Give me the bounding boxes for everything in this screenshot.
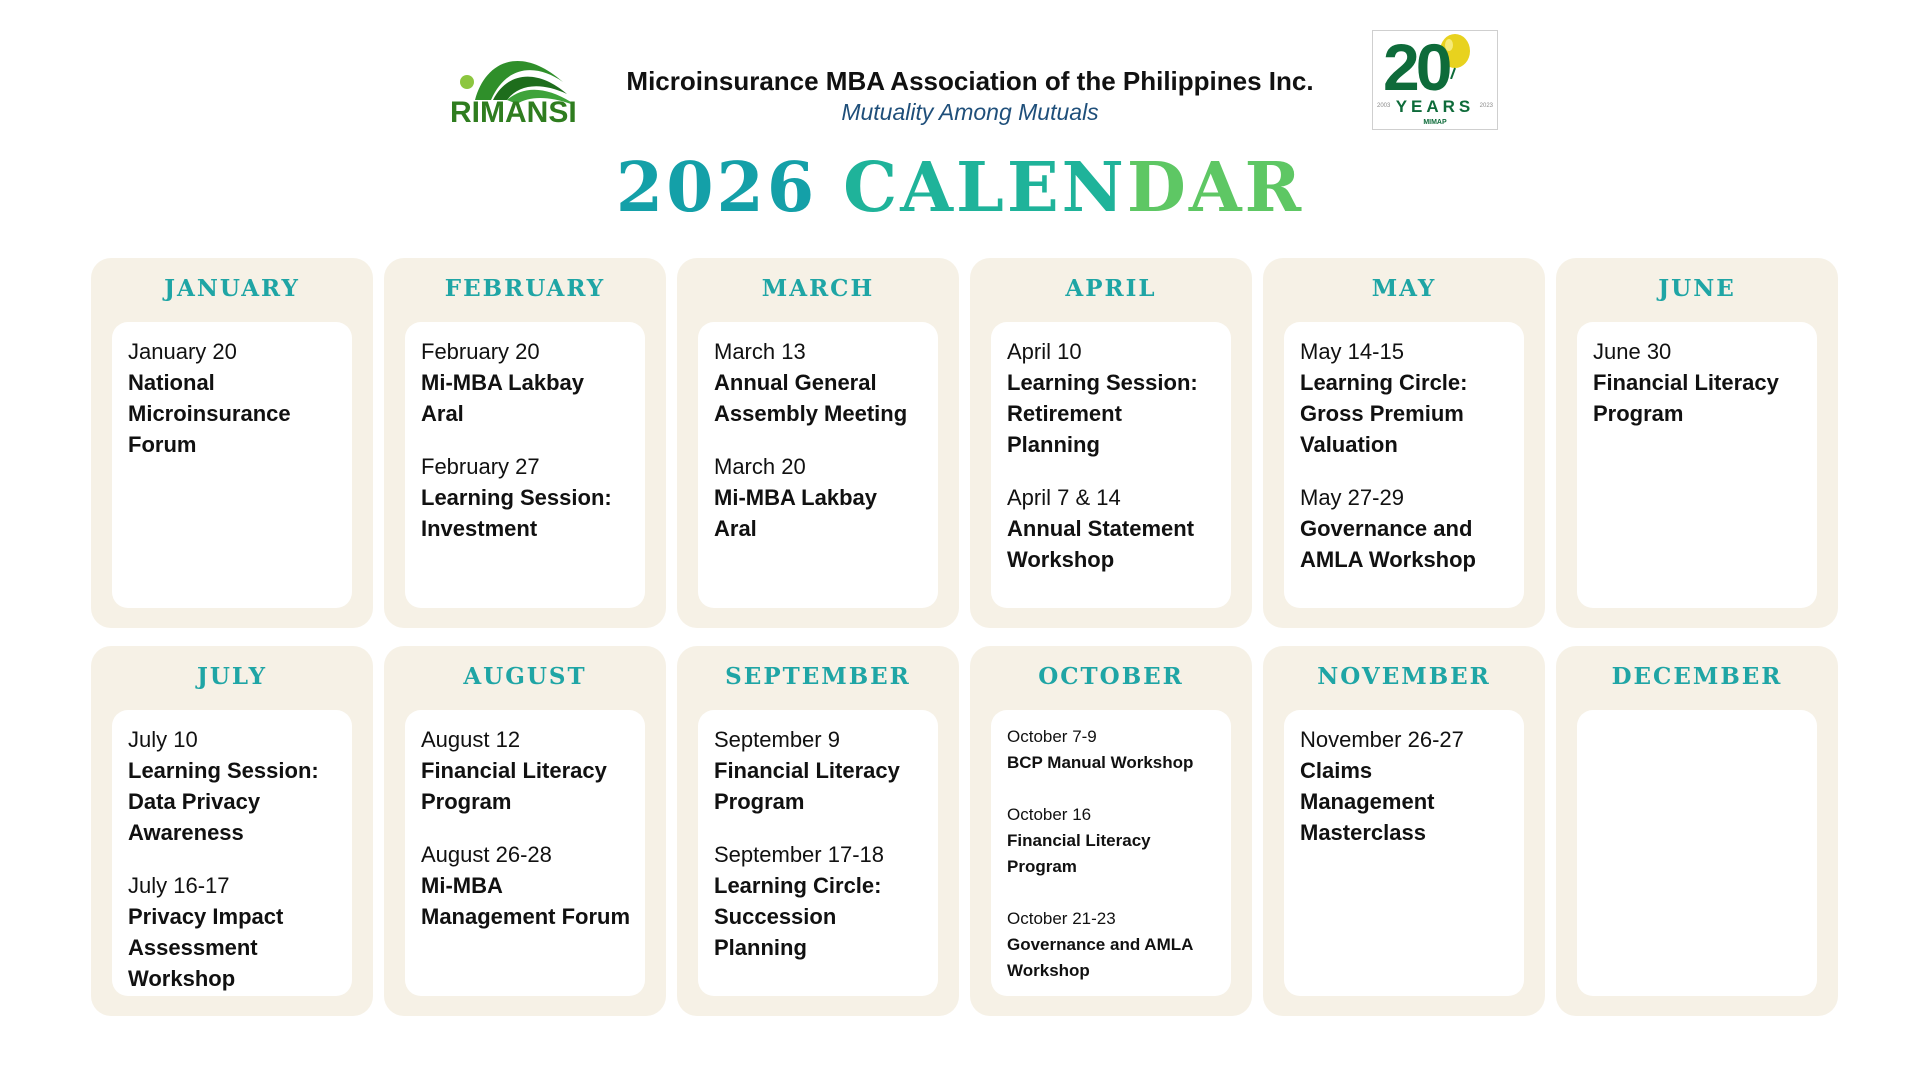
month-panel-june xyxy=(1556,258,1838,628)
events-card xyxy=(1284,322,1524,608)
badge-year-right: 2023 xyxy=(1479,103,1493,109)
event-title: Annual General Assembly Meeting xyxy=(714,370,908,426)
month-name: JULY xyxy=(196,663,268,690)
month-panel-march xyxy=(677,258,959,628)
event-title: Claims Management Masterclass xyxy=(1300,758,1435,845)
event-date: April 7 & 14 xyxy=(1007,485,1121,510)
event-title: Financial Literacy Program xyxy=(714,758,900,814)
event-date: January 20 xyxy=(128,339,237,364)
event-item xyxy=(1300,336,1510,460)
month-name: APRIL xyxy=(1065,275,1157,302)
event-title: Financial Literacy Program xyxy=(1007,831,1151,876)
event-item xyxy=(421,839,631,932)
event-date: March 13 xyxy=(714,339,806,364)
event-item xyxy=(714,724,924,817)
month-name: DECEMBER xyxy=(1611,663,1783,690)
month-panel-january xyxy=(91,258,373,628)
event-date: February 27 xyxy=(421,454,540,479)
page-title xyxy=(0,148,1920,228)
logo-wordmark: RIMANSI xyxy=(450,96,577,129)
event-item xyxy=(1007,906,1217,984)
month-panel-july xyxy=(91,646,373,1016)
month-name: MAY xyxy=(1371,275,1437,302)
month-panel-september xyxy=(677,646,959,1016)
event-item xyxy=(1300,482,1510,575)
event-title: Privacy Impact Assessment Workshop xyxy=(128,904,284,991)
event-date: June 30 xyxy=(1593,339,1672,364)
month-panel-august xyxy=(384,646,666,1016)
event-title: Mi-MBA Lakbay Aral xyxy=(421,370,584,426)
month-name: JUNE xyxy=(1658,275,1736,302)
event-date: October 21-23 xyxy=(1007,909,1116,928)
event-title: National Microinsurance Forum xyxy=(128,370,291,457)
events-card xyxy=(405,322,645,608)
event-item xyxy=(128,724,338,848)
event-item xyxy=(421,451,631,544)
events-card xyxy=(1577,710,1817,996)
event-title: Learning Circle: Succession Planning xyxy=(714,873,882,960)
month-name: NOVEMBER xyxy=(1317,663,1491,690)
events-card xyxy=(991,710,1231,996)
event-item xyxy=(714,839,924,963)
events-card xyxy=(991,322,1231,608)
event-item xyxy=(128,870,338,994)
event-date: May 14-15 xyxy=(1300,339,1404,364)
event-item xyxy=(1300,724,1510,848)
event-item xyxy=(1593,336,1803,429)
month-panel-october xyxy=(970,646,1252,1016)
badge-number: 20 xyxy=(1383,30,1449,104)
month-panel-may xyxy=(1263,258,1545,628)
event-date: May 27-29 xyxy=(1300,485,1404,510)
month-panel-april xyxy=(970,258,1252,628)
event-date: February 20 xyxy=(421,339,540,364)
org-tagline: Mutuality Among Mutuals xyxy=(841,99,1099,125)
event-date: August 12 xyxy=(421,727,521,752)
event-date: March 20 xyxy=(714,454,806,479)
events-card xyxy=(698,322,938,608)
events-card xyxy=(405,710,645,996)
month-panel-december xyxy=(1556,646,1838,1016)
event-title: Mi-MBA Management Forum xyxy=(421,873,631,929)
event-title: Learning Session: Data Privacy Awareness xyxy=(128,758,319,845)
event-item xyxy=(1007,724,1217,776)
events-card xyxy=(112,710,352,996)
event-date: November 26-27 xyxy=(1300,727,1464,752)
month-name: AUGUST xyxy=(463,663,587,690)
events-card xyxy=(1284,710,1524,996)
month-name: MARCH xyxy=(761,275,875,302)
org-heading xyxy=(620,66,1320,126)
month-name: FEBRUARY xyxy=(444,275,606,302)
events-card xyxy=(112,322,352,608)
event-date: September 9 xyxy=(714,727,840,752)
org-name: Microinsurance MBA Association of the Philippines Inc. xyxy=(626,66,1314,96)
month-name: OCTOBER xyxy=(1038,663,1184,690)
event-title: Mi-MBA Lakbay Aral xyxy=(714,485,877,541)
event-title: Learning Circle: Gross Premium Valuation xyxy=(1300,370,1468,457)
event-title: Financial Literacy Program xyxy=(421,758,607,814)
event-item xyxy=(1007,336,1217,460)
title-word-start: CALEN xyxy=(843,148,1127,228)
badge-years: YEARS xyxy=(1395,97,1475,116)
event-item xyxy=(421,336,631,429)
title-word-end: DAR xyxy=(1126,148,1305,228)
event-date: August 26-28 xyxy=(421,842,552,867)
calendar-grid xyxy=(91,258,1838,1016)
month-name: SEPTEMBER xyxy=(725,663,911,690)
rimansi-logo xyxy=(445,42,575,132)
month-name: JANUARY xyxy=(164,275,300,302)
badge-sub: MIMAP xyxy=(1423,119,1447,126)
event-date: April 10 xyxy=(1007,339,1082,364)
event-item xyxy=(1007,802,1217,880)
title-year: 2026 xyxy=(615,148,818,228)
event-date: October 16 xyxy=(1007,805,1092,824)
event-title: Learning Session: Retirement Planning xyxy=(1007,370,1198,457)
badge-year-left: 2003 xyxy=(1377,103,1391,109)
event-item xyxy=(1007,482,1217,575)
event-title: Governance and AMLA Workshop xyxy=(1007,935,1193,980)
event-title: Learning Session: Investment xyxy=(421,485,612,541)
event-title: Financial Literacy Program xyxy=(1593,370,1779,426)
month-panel-february xyxy=(384,258,666,628)
event-date: October 7-9 xyxy=(1007,727,1097,746)
events-card xyxy=(1577,322,1817,608)
month-panel-november xyxy=(1263,646,1545,1016)
event-date: July 16-17 xyxy=(128,873,230,898)
event-title: BCP Manual Workshop xyxy=(1007,753,1194,772)
event-item xyxy=(714,451,924,544)
event-item xyxy=(714,336,924,429)
event-date: July 10 xyxy=(128,727,198,752)
event-date: September 17-18 xyxy=(714,842,884,867)
anniversary-badge xyxy=(1372,30,1498,130)
events-card xyxy=(698,710,938,996)
event-item xyxy=(421,724,631,817)
event-title: Governance and AMLA Workshop xyxy=(1300,516,1476,572)
event-item xyxy=(128,336,338,460)
event-title: Annual Statement Workshop xyxy=(1007,516,1195,572)
